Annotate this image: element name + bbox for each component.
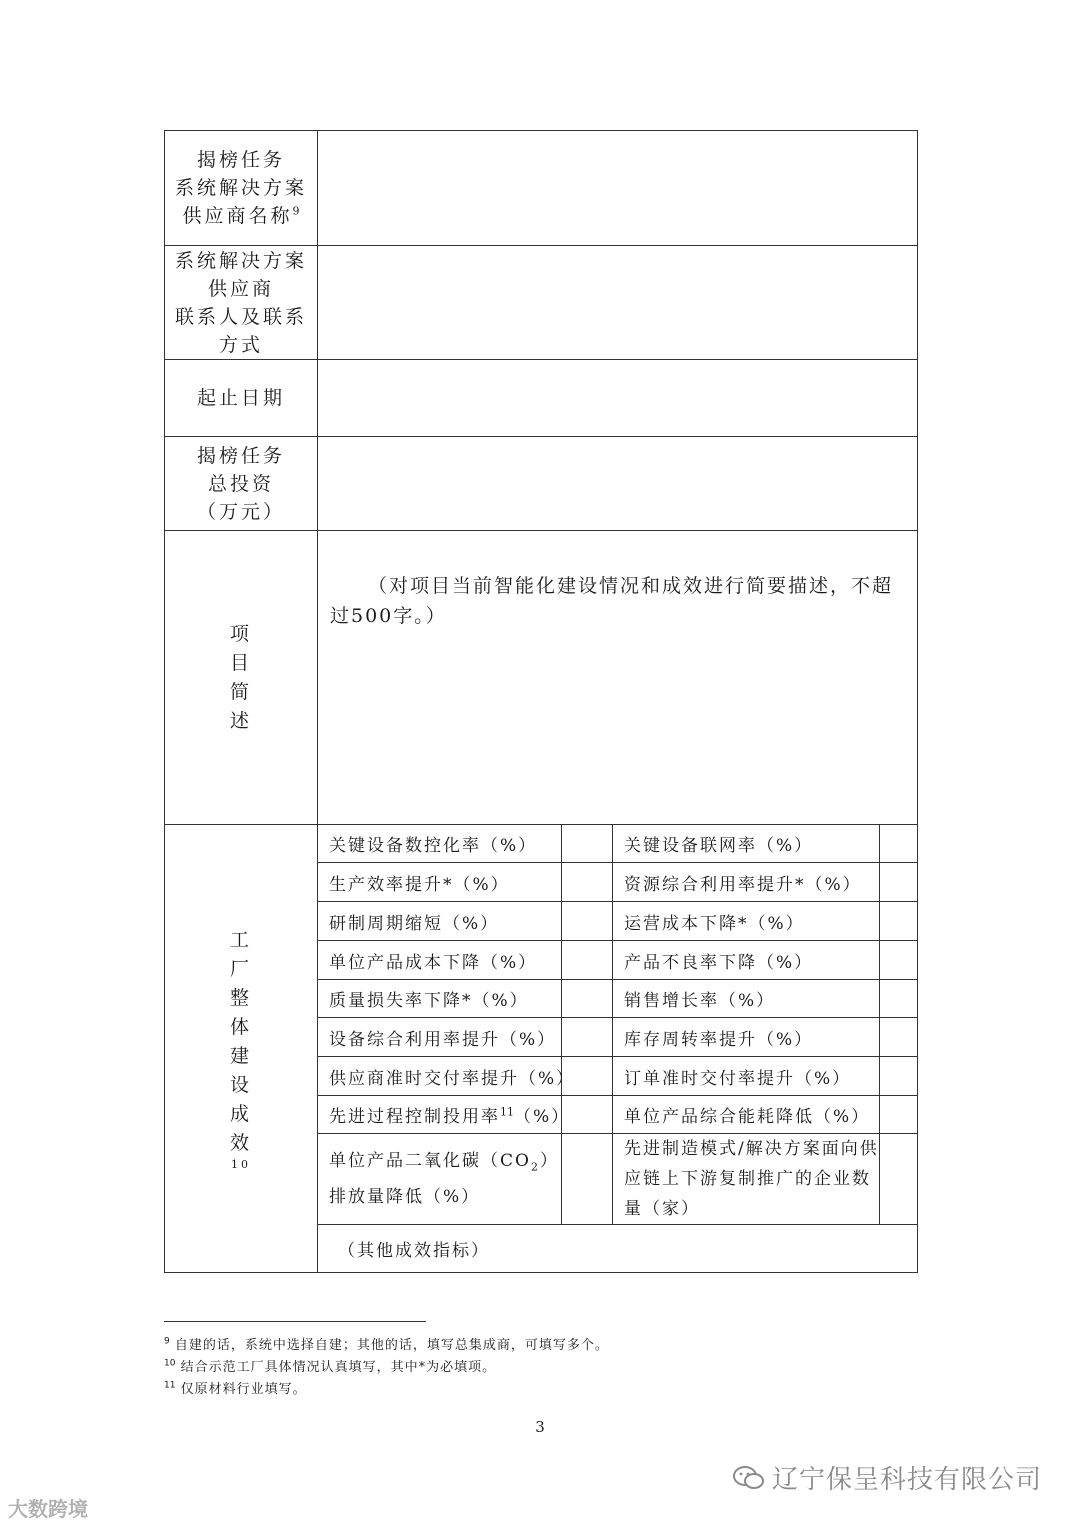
metric-value[interactable] [880,825,918,863]
results-label: 工 厂 整 体 建 设 成 效 10 [165,825,318,1273]
wechat-icon [732,1465,766,1491]
dates-field[interactable] [318,360,918,437]
metric-label: 销售增长率（%） [613,980,880,1018]
metric-label: 供应商准时交付率提升（%） [318,1057,562,1096]
footnote-10: $^{10}$ 结合示范工厂具体情况认真填写，其中*为必填项。 [164,1358,497,1375]
metric-value[interactable] [880,1096,918,1134]
metric-label: 单位产品综合能耗降低（%） [613,1096,880,1134]
contact-field[interactable] [318,246,918,360]
page-number: 3 [535,1418,545,1436]
metric-value[interactable] [562,1018,613,1057]
metric-label: 产品不良率下降（%） [613,941,880,980]
row-dates [165,360,918,437]
metric-value[interactable] [880,863,918,902]
metric-label: 生产效率提升*（%） [318,863,562,902]
metric-label: 先进制造模式/解决方案面向供应链上下游复制推广的企业数量（家） [613,1134,880,1225]
footnote-divider [164,1321,426,1322]
metric-value[interactable] [880,1018,918,1057]
metric-label: 设备综合利用率提升（%） [318,1018,562,1057]
row-supplier-name [165,131,918,246]
metric-label: 单位产品二氧化碳$(CO_2)$排放量降低（%） [318,1134,562,1225]
metric-label: 资源综合利用率提升*（%） [613,863,880,902]
metric-value[interactable] [880,902,918,941]
metric-row [165,825,918,863]
metric-value[interactable] [880,980,918,1018]
row-summary [165,531,918,825]
footnote-11: $^{11}$ 仅原材料行业填写。 [164,1380,307,1397]
dates-label: 起止日期 [165,360,318,437]
investment-label: 揭榜任务 总投资 （万元） [165,437,318,531]
application-form-table [164,130,918,1273]
summary-field[interactable]: （对项目当前智能化建设情况和成效进行简要描述，不超过500字。） [318,531,918,825]
metric-label: 关键设备数控化率（%） [318,825,562,863]
metric-value[interactable] [562,980,613,1018]
metric-label: 运营成本下降*（%） [613,902,880,941]
metric-label: 先进过程控制投用率$^{11}$（%） [318,1096,562,1134]
contact-label: 系统解决方案 供应商 联系人及联系 方式 [165,246,318,360]
metric-label: 质量损失率下降*（%） [318,980,562,1018]
metric-label: 库存周转率提升（%） [613,1018,880,1057]
metric-label: 关键设备联网率（%） [613,825,880,863]
supplier-name-label: 揭榜任务 系统解决方案 供应商名称$^9$ [165,131,318,246]
footnote-9: $^9$ 自建的话，系统中选择自建；其他的话，填写总集成商，可填写多个。 [164,1336,609,1353]
metric-label: 单位产品成本下降（%） [318,941,562,980]
watermark-left: 大数跨境 [8,1497,88,1521]
watermark-right: 辽宁保呈科技有限公司 [732,1459,1042,1496]
metric-value[interactable] [562,902,613,941]
row-investment [165,437,918,531]
metric-value[interactable] [562,1134,613,1225]
metric-value[interactable] [880,1134,918,1225]
metric-value[interactable] [562,941,613,980]
investment-field[interactable] [318,437,918,531]
summary-label: 项 目 简 述 [165,531,318,825]
metric-value[interactable] [562,863,613,902]
metric-value[interactable] [880,1057,918,1096]
metric-value[interactable] [880,941,918,980]
metric-label: 研制周期缩短（%） [318,902,562,941]
supplier-name-field[interactable] [318,131,918,246]
row-contact [165,246,918,360]
other-metrics-field[interactable]: （其他成效指标） [318,1225,918,1273]
metric-value[interactable] [562,825,613,863]
metric-label: 订单准时交付率提升（%） [613,1057,880,1096]
